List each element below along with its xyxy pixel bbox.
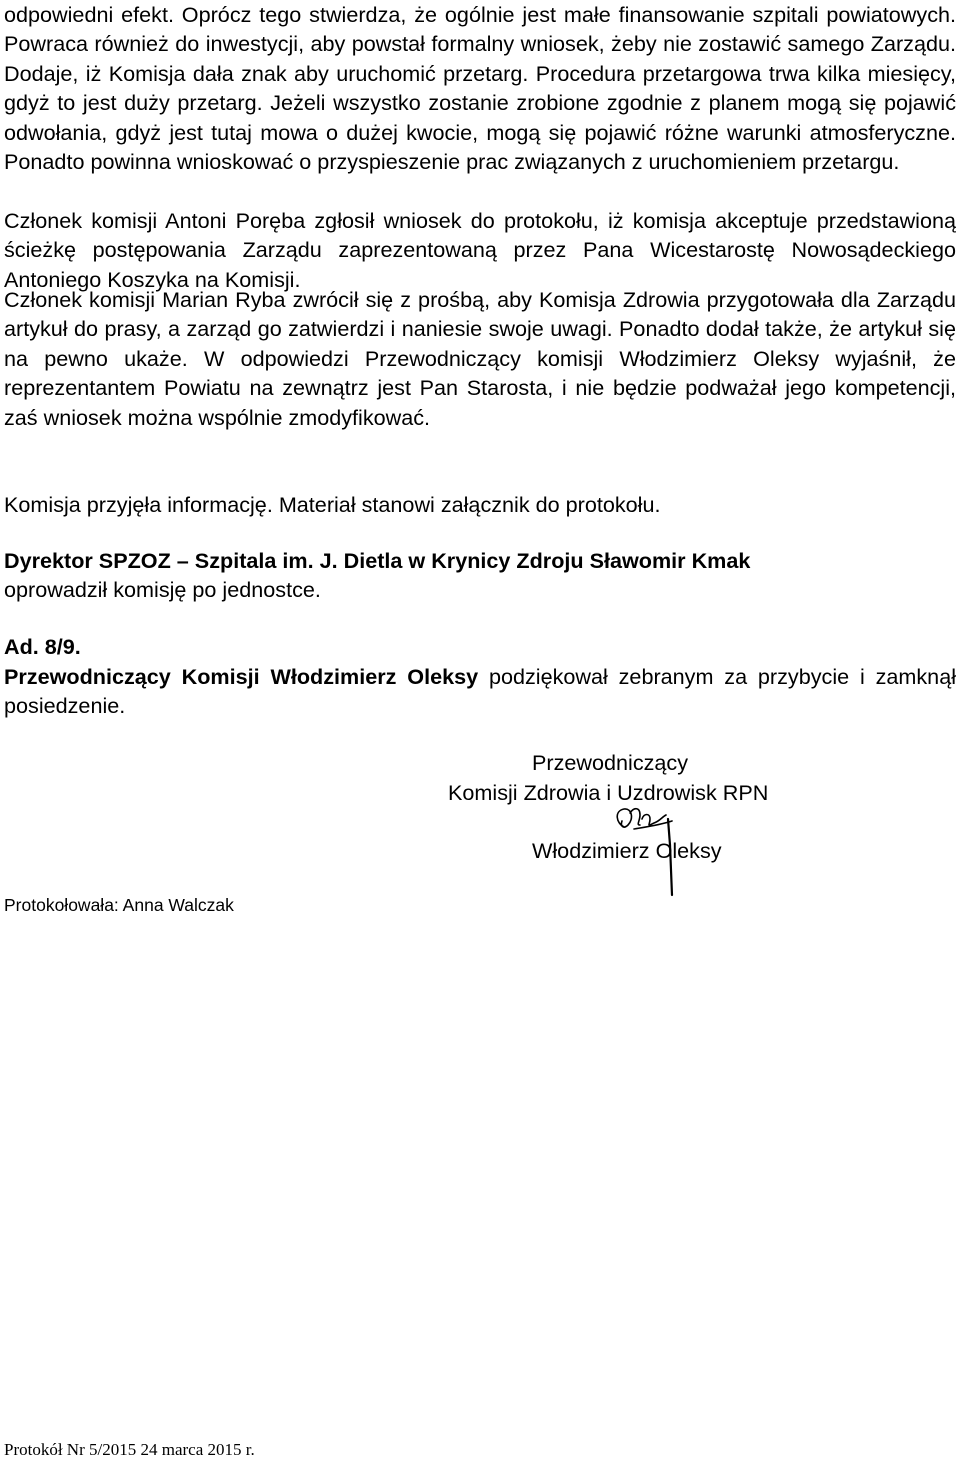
paragraph-investment: odpowiedni efekt. Oprócz tego stwierdza, że ogólnie jest małe finansowanie szpitali powiatowych. Powraca również do inwestycji, aby powstał formalny wniosek, żeby nie zostawić samego Zarządu. Dodaje, iż Komisja dała znak aby uruchomić przetarg. Procedura przetargowa trwa kilka miesięcy, gdyż to jest duży przetarg. Jeżeli wszystko zostanie zrobione zgodnie z planem mogą się pojawić odwołania, gdyż jest tutaj mowa o dużej kwocie, mogą się pojawić różne warunki atmosferyczne. Ponadto powinna wnioskować o przyspieszenie prac związanych z uruchomieniem przetargu.	[4, 2, 956, 175]
agenda-heading: Ad. 8/9.	[4, 634, 81, 659]
paragraph-ryba-request: Członek komisji Marian Ryba zwrócił się z prośbą, aby Komisja Zdrowia przygotowała dla Zarządu artykuł do prasy, a zarząd go zatwierdzi i naniesie swoje uwagi. Ponadto dodał także, że artykuł się na pewno ukaże. W odpowiedzi Przewodniczący komisji Włodzimierz Oleksy wyjaśnił, że reprezentantem Powiatu na zewnątrz jest Pan Starosta, i nie będzie podważał jego kompetencji, zaś wniosek można wspólnie zmodyfikować.	[4, 287, 956, 430]
paragraph-information-accepted: Komisja przyjęła informację. Materiał stanowi załącznik do protokołu.	[4, 492, 661, 517]
director-name: Dyrektor SPZOZ – Szpitala im. J. Dietla w Krynicy Zdroju Sławomir Kmak	[4, 548, 751, 573]
handwritten-signature-icon	[610, 805, 680, 900]
paragraph-closing	[4, 662, 956, 721]
paragraph-director-tour	[4, 546, 956, 605]
signature-name: Włodzimierz Oleksy	[532, 838, 722, 863]
signature-committee: Komisji Zdrowia i Uzdrowisk RPN	[448, 780, 769, 805]
chairman-name: Przewodniczący Komisji Włodzimierz Oleksy	[4, 664, 479, 689]
director-tour-text: oprowadził komisję po jednostce.	[4, 577, 321, 603]
closing-text: podziękował zebranym za przybycie i zamknął posiedzenie.	[4, 664, 956, 719]
protocol-footer: Protokół Nr 5/2015 24 marca 2015 r.	[4, 1440, 255, 1459]
paragraph-poreba-motion: Członek komisji Antoni Poręba zgłosił wniosek do protokołu, iż komisja akceptuje przedstawioną ścieżkę postępowania Zarządu zaprezentowaną przez Pana Wicestarostę Nowosądeckiego Antoniego Koszyka na Komisji.	[4, 208, 956, 292]
signature-title: Przewodniczący	[532, 750, 689, 775]
recorded-by: Protokołowała: Anna Walczak	[4, 895, 234, 915]
